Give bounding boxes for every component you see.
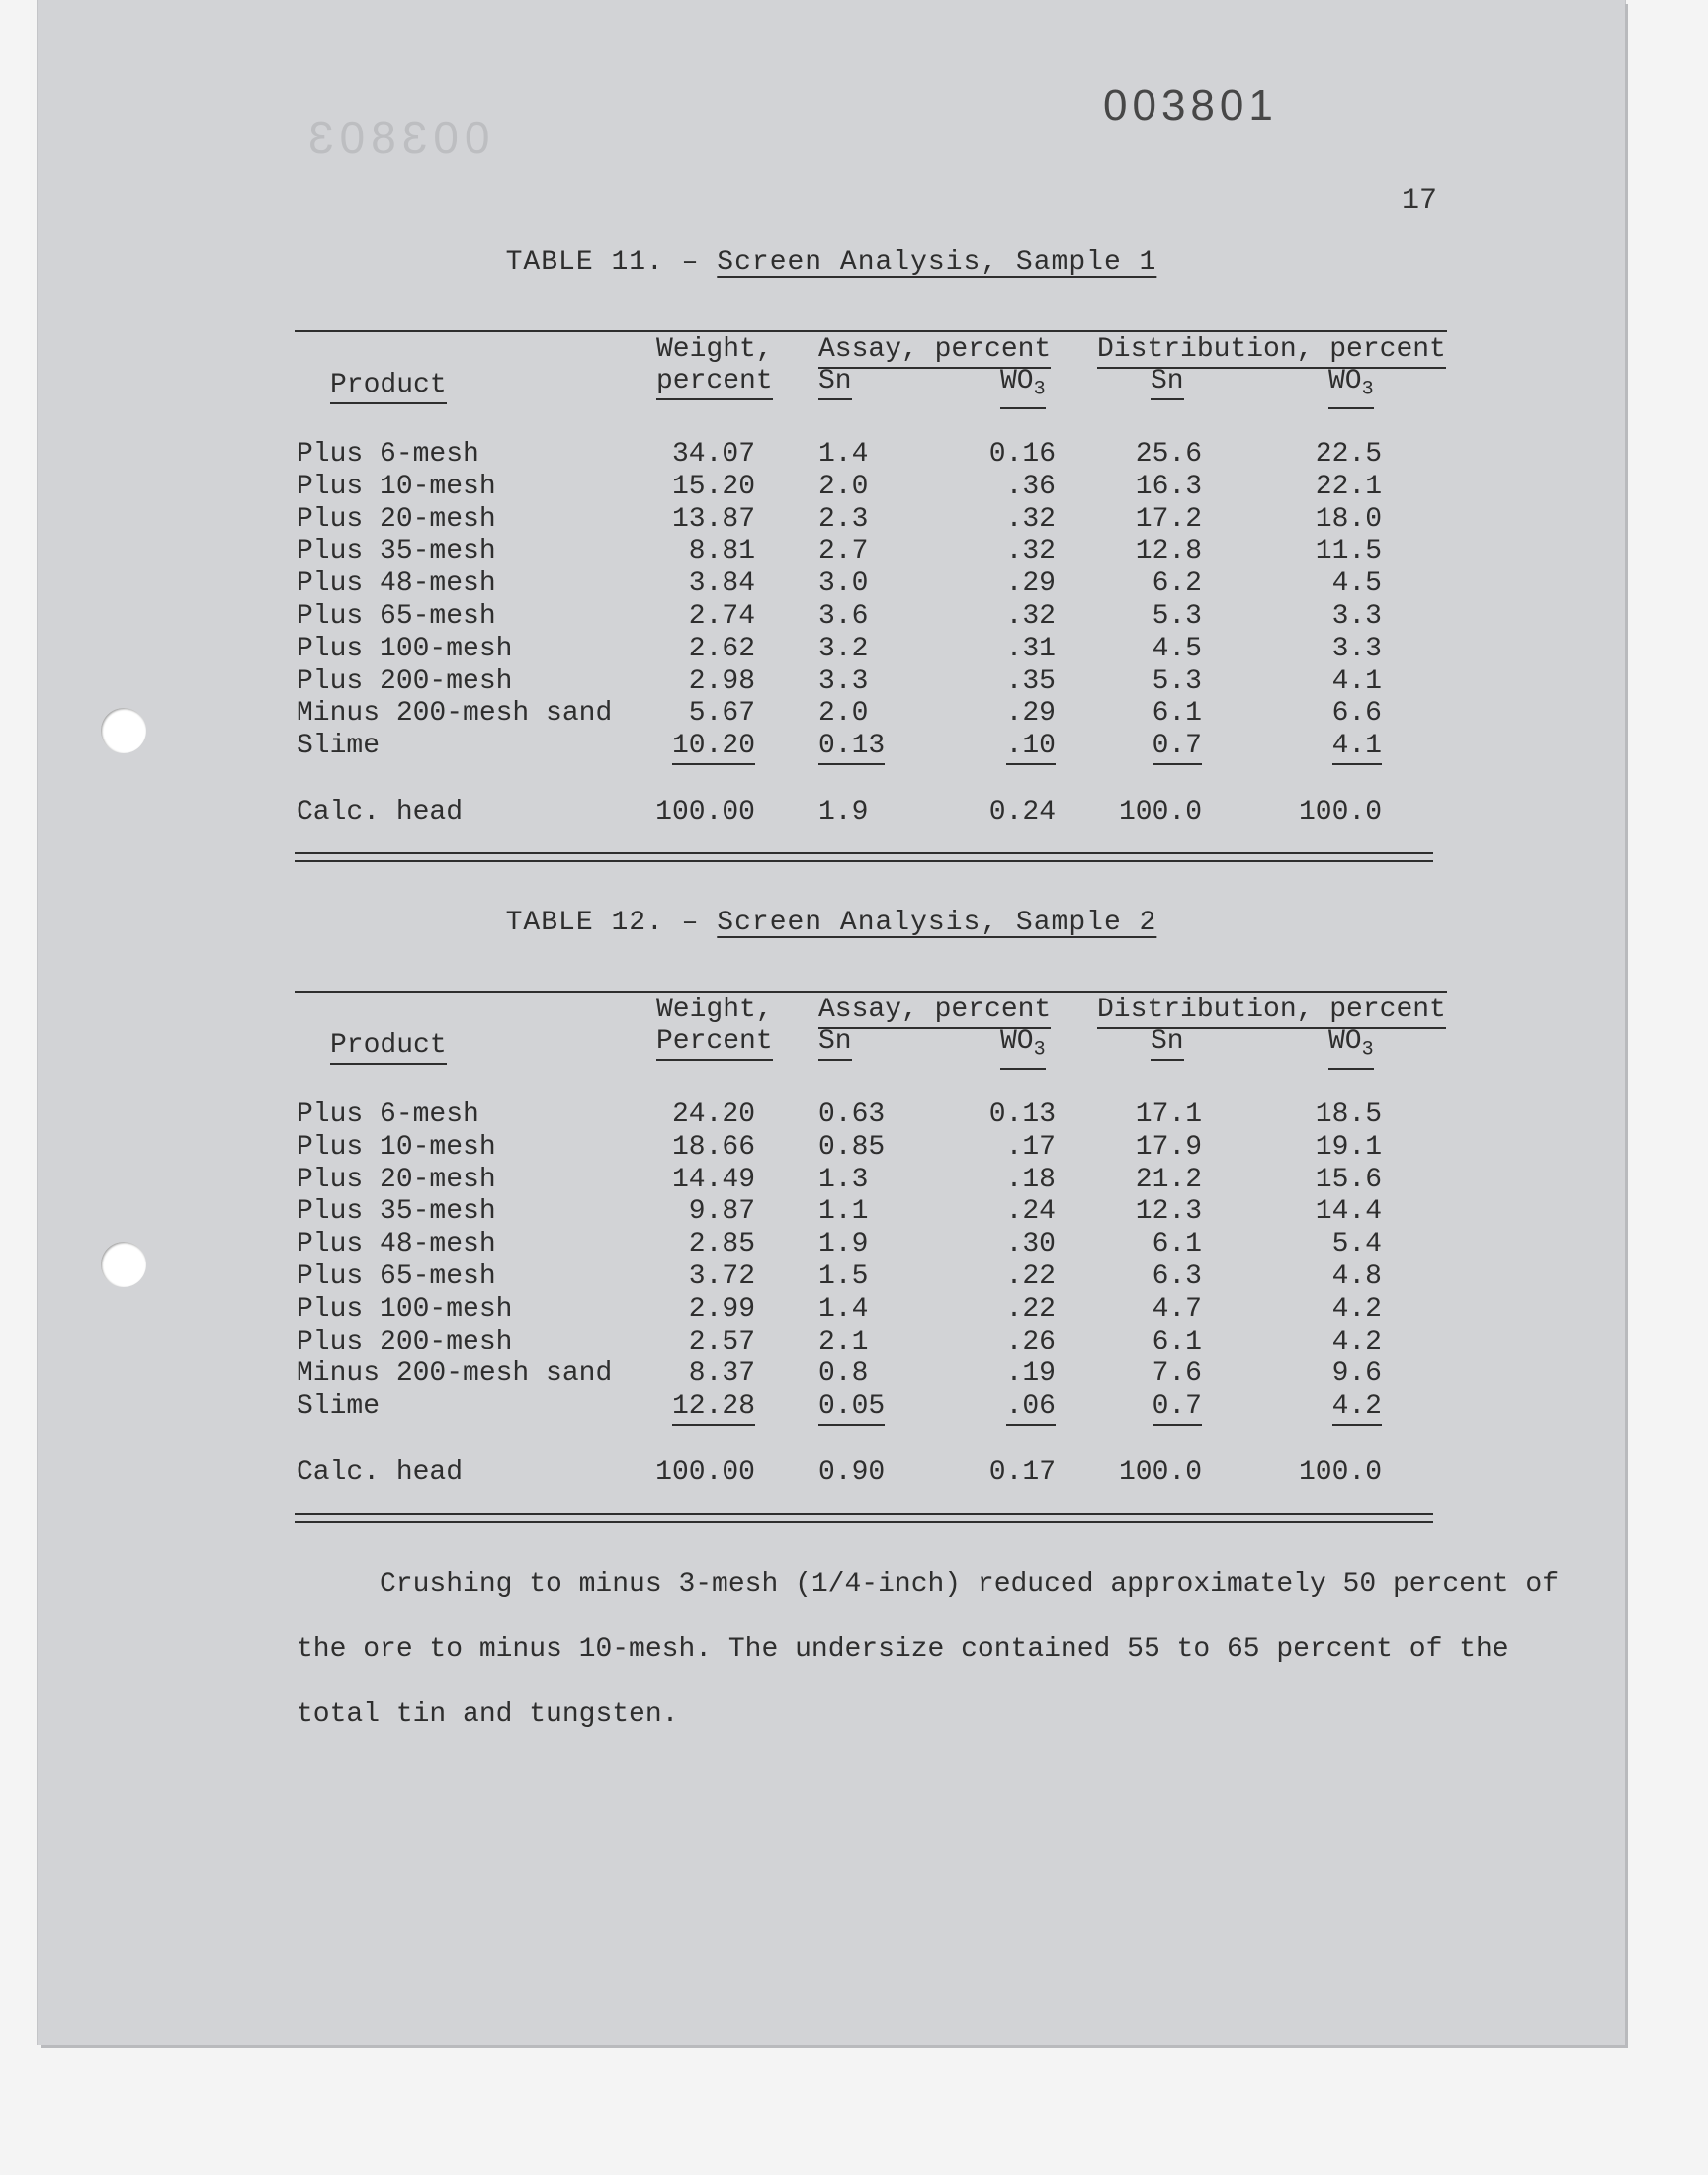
cell-dist-wo3: 4.1: [1331, 666, 1382, 697]
cell-dist-sn: 6.1: [1152, 1229, 1202, 1260]
cell-assay-sn: 1.4: [818, 1294, 869, 1325]
total-assay-sn: 0.90: [818, 1457, 886, 1488]
cell-dist-sn: 6.3: [1152, 1262, 1202, 1292]
header-weight-line1: Weight,: [656, 334, 773, 365]
header-assay-sn: Sn: [818, 1026, 852, 1061]
cell-dist-wo3: 11.5: [1315, 536, 1382, 566]
cell-weight: 8.37: [688, 1358, 755, 1389]
cell-product: Plus 6-mesh: [297, 439, 479, 470]
cell-product: Plus 20-mesh: [297, 504, 496, 535]
cell-product: Plus 48-mesh: [297, 568, 496, 599]
cell-dist-sn: 21.2: [1135, 1165, 1202, 1195]
cell-assay-sn: 0.85: [818, 1132, 886, 1163]
cell-assay-wo3: .35: [1005, 666, 1056, 697]
cell-assay-sn: 2.3: [818, 504, 869, 535]
cell-dist-wo3: 6.6: [1331, 698, 1382, 729]
cell-assay-wo3: .32: [1005, 601, 1056, 632]
cell-dist-wo3: 4.5: [1331, 568, 1382, 599]
cell-weight: 8.81: [688, 536, 755, 566]
total-assay-wo3: 0.24: [988, 797, 1056, 827]
cell-weight: 3.72: [688, 1262, 755, 1292]
cell-weight: 18.66: [671, 1132, 755, 1163]
cell-assay-sn: 0.8: [818, 1358, 869, 1389]
header-weight-line2: Percent: [656, 1026, 773, 1061]
cell-assay-wo3: .32: [1005, 504, 1056, 535]
cell-assay-wo3: .29: [1005, 568, 1056, 599]
cell-product: Minus 200-mesh sand: [297, 1358, 613, 1389]
header-wo3-text: WO: [1000, 1026, 1034, 1057]
cell-assay-wo3: .06: [1006, 1391, 1056, 1426]
cell-product: Minus 200-mesh sand: [297, 698, 613, 729]
cell-dist-wo3: 22.1: [1315, 472, 1382, 502]
total-product: Calc. head: [297, 1457, 464, 1488]
table-top-rule: [295, 991, 1447, 993]
cell-weight: 13.87: [671, 504, 755, 535]
cell-weight: 3.84: [688, 568, 755, 599]
table-label: TABLE 12. –: [505, 908, 700, 938]
faint-stamp-number: 003803: [302, 112, 490, 163]
cell-assay-wo3: .17: [1005, 1132, 1056, 1163]
cell-weight: 34.07: [671, 439, 755, 470]
cell-product: Plus 6-mesh: [297, 1099, 479, 1130]
cell-product: Plus 10-mesh: [297, 1132, 496, 1163]
cell-product: Plus 100-mesh: [297, 1294, 513, 1325]
stamp-number: 003801: [1103, 81, 1278, 130]
header-assay: Assay, percent: [818, 334, 1051, 369]
cell-weight: 2.98: [688, 666, 755, 697]
header-wo3-text: WO: [1328, 1026, 1362, 1057]
header-assay-wo3: [1000, 366, 1046, 409]
cell-assay-sn: 2.0: [818, 472, 869, 502]
cell-dist-wo3: 3.3: [1331, 634, 1382, 664]
body-paragraph: Crushing to minus 3-mesh (1/4-inch) reduced approximately 50 percent of the ore to minus 10-mesh. The undersize contained 55 to 65 percent of the total tin and tungsten.: [297, 1569, 1559, 1730]
cell-weight: 14.49: [671, 1165, 755, 1195]
cell-weight: 2.85: [688, 1229, 755, 1260]
cell-dist-sn: 17.9: [1135, 1132, 1202, 1163]
header-distribution: Distribution, percent: [1097, 995, 1446, 1029]
cell-dist-wo3: 9.6: [1331, 1358, 1382, 1389]
total-dist-wo3: 100.0: [1298, 1457, 1382, 1488]
header-dist-sn: Sn: [1151, 1026, 1184, 1061]
cell-weight: 2.62: [688, 634, 755, 664]
table-top-rule: [295, 330, 1447, 332]
cell-assay-sn: 2.1: [818, 1327, 869, 1357]
table-label: TABLE 11. –: [505, 247, 700, 278]
cell-assay-sn: 2.0: [818, 698, 869, 729]
cell-product: Plus 20-mesh: [297, 1165, 496, 1195]
header-weight-line2: percent: [656, 366, 773, 400]
cell-dist-wo3: 4.8: [1331, 1262, 1382, 1292]
cell-assay-sn: 3.2: [818, 634, 869, 664]
cell-dist-sn: 17.2: [1135, 504, 1202, 535]
cell-weight: 2.74: [688, 601, 755, 632]
cell-dist-sn: 12.8: [1135, 536, 1202, 566]
cell-assay-wo3: .29: [1005, 698, 1056, 729]
cell-assay-sn: 0.13: [818, 731, 885, 765]
header-wo3-subscript: 3: [1033, 1038, 1046, 1062]
cell-assay-sn: 1.4: [818, 439, 869, 470]
document-page: [38, 0, 1625, 2044]
cell-dist-sn: 25.6: [1135, 439, 1202, 470]
cell-product: Plus 35-mesh: [297, 1196, 496, 1227]
cell-assay-wo3: .22: [1005, 1262, 1056, 1292]
cell-weight: 9.87: [688, 1196, 755, 1227]
cell-dist-wo3: 22.5: [1315, 439, 1382, 470]
cell-product: Plus 200-mesh: [297, 666, 513, 697]
cell-dist-sn: 6.2: [1152, 568, 1202, 599]
cell-dist-wo3: 4.2: [1331, 1294, 1382, 1325]
header-distribution: Distribution, percent: [1097, 334, 1446, 369]
cell-weight: 2.57: [688, 1327, 755, 1357]
cell-assay-wo3: .19: [1005, 1358, 1056, 1389]
header-wo3-subscript: 3: [1361, 1038, 1374, 1062]
header-product: Product: [330, 370, 447, 404]
cell-weight: 24.20: [671, 1099, 755, 1130]
cell-dist-wo3: 4.1: [1332, 731, 1382, 765]
table-bottom-rule: [295, 1513, 1433, 1515]
cell-weight: 10.20: [672, 731, 755, 765]
table-caption: Screen Analysis, Sample 2: [717, 908, 1157, 938]
cell-assay-sn: 2.7: [818, 536, 869, 566]
cell-dist-sn: 5.3: [1152, 601, 1202, 632]
cell-assay-sn: 1.5: [818, 1262, 869, 1292]
header-dist-wo3: [1328, 1026, 1374, 1070]
total-product: Calc. head: [297, 797, 464, 827]
table-bottom-rule: [295, 1521, 1433, 1522]
total-weight: 100.00: [655, 1457, 755, 1488]
table-bottom-rule: [295, 852, 1433, 854]
header-wo3-text: WO: [1000, 366, 1034, 396]
cell-dist-sn: 12.3: [1135, 1196, 1202, 1227]
header-wo3-subscript: 3: [1361, 378, 1374, 401]
cell-product: Plus 48-mesh: [297, 1229, 496, 1260]
table-title: [38, 247, 1625, 278]
cell-product: Plus 65-mesh: [297, 601, 496, 632]
header-weight-line1: Weight,: [656, 995, 773, 1025]
cell-assay-wo3: .10: [1006, 731, 1056, 765]
header-assay-wo3: [1000, 1026, 1046, 1070]
total-weight: 100.00: [655, 797, 755, 827]
header-assay-sn: Sn: [818, 366, 852, 400]
cell-product: Plus 35-mesh: [297, 536, 496, 566]
cell-weight: 5.67: [688, 698, 755, 729]
total-dist-sn: 100.0: [1118, 1457, 1202, 1488]
cell-weight: 2.99: [688, 1294, 755, 1325]
cell-dist-sn: 5.3: [1152, 666, 1202, 697]
cell-assay-sn: 3.3: [818, 666, 869, 697]
cell-assay-sn: 3.0: [818, 568, 869, 599]
cell-dist-wo3: 19.1: [1315, 1132, 1382, 1163]
cell-assay-sn: 0.05: [818, 1391, 885, 1426]
header-wo3-subscript: 3: [1033, 378, 1046, 401]
total-dist-wo3: 100.0: [1298, 797, 1382, 827]
cell-assay-sn: 1.9: [818, 1229, 869, 1260]
cell-assay-wo3: .24: [1005, 1196, 1056, 1227]
cell-dist-sn: 0.7: [1153, 1391, 1202, 1426]
cell-dist-wo3: 15.6: [1315, 1165, 1382, 1195]
cell-dist-wo3: 18.0: [1315, 504, 1382, 535]
punch-hole-icon: [101, 1242, 146, 1287]
cell-dist-sn: 6.1: [1152, 698, 1202, 729]
cell-assay-sn: 1.1: [818, 1196, 869, 1227]
cell-dist-wo3: 3.3: [1331, 601, 1382, 632]
table-bottom-rule: [295, 860, 1433, 862]
header-product: Product: [330, 1030, 447, 1065]
cell-dist-sn: 0.7: [1153, 731, 1202, 765]
header-dist-wo3: [1328, 366, 1374, 409]
header-dist-sn: Sn: [1151, 366, 1184, 400]
cell-assay-sn: 3.6: [818, 601, 869, 632]
table-title: [38, 908, 1625, 938]
header-wo3-text: WO: [1328, 366, 1362, 396]
table-caption: Screen Analysis, Sample 1: [717, 247, 1157, 278]
cell-assay-wo3: 0.16: [988, 439, 1056, 470]
cell-assay-wo3: .30: [1005, 1229, 1056, 1260]
cell-assay-wo3: .32: [1005, 536, 1056, 566]
cell-dist-wo3: 5.4: [1331, 1229, 1382, 1260]
cell-dist-wo3: 18.5: [1315, 1099, 1382, 1130]
cell-product: Slime: [297, 1391, 381, 1422]
cell-product: Plus 100-mesh: [297, 634, 513, 664]
cell-product: Slime: [297, 731, 381, 761]
cell-assay-wo3: 0.13: [988, 1099, 1056, 1130]
cell-assay-wo3: .31: [1005, 634, 1056, 664]
cell-dist-wo3: 14.4: [1315, 1196, 1382, 1227]
cell-assay-wo3: .22: [1005, 1294, 1056, 1325]
cell-product: Plus 10-mesh: [297, 472, 496, 502]
total-dist-sn: 100.0: [1118, 797, 1202, 827]
cell-dist-sn: 17.1: [1135, 1099, 1202, 1130]
cell-assay-wo3: .36: [1005, 472, 1056, 502]
cell-dist-sn: 6.1: [1152, 1327, 1202, 1357]
cell-dist-sn: 7.6: [1152, 1358, 1202, 1389]
total-assay-sn: 1.9: [818, 797, 869, 827]
total-assay-wo3: 0.17: [988, 1457, 1056, 1488]
cell-dist-sn: 4.7: [1152, 1294, 1202, 1325]
header-assay: Assay, percent: [818, 995, 1051, 1029]
cell-assay-sn: 0.63: [818, 1099, 886, 1130]
cell-dist-wo3: 4.2: [1332, 1391, 1382, 1426]
punch-hole-icon: [101, 708, 146, 753]
cell-assay-wo3: .26: [1005, 1327, 1056, 1357]
cell-product: Plus 65-mesh: [297, 1262, 496, 1292]
cell-dist-wo3: 4.2: [1331, 1327, 1382, 1357]
cell-product: Plus 200-mesh: [297, 1327, 513, 1357]
cell-dist-sn: 16.3: [1135, 472, 1202, 502]
cell-dist-sn: 4.5: [1152, 634, 1202, 664]
cell-weight: 15.20: [671, 472, 755, 502]
cell-assay-sn: 1.3: [818, 1165, 869, 1195]
page-number: 17: [1402, 184, 1438, 218]
cell-weight: 12.28: [672, 1391, 755, 1426]
cell-assay-wo3: .18: [1005, 1165, 1056, 1195]
